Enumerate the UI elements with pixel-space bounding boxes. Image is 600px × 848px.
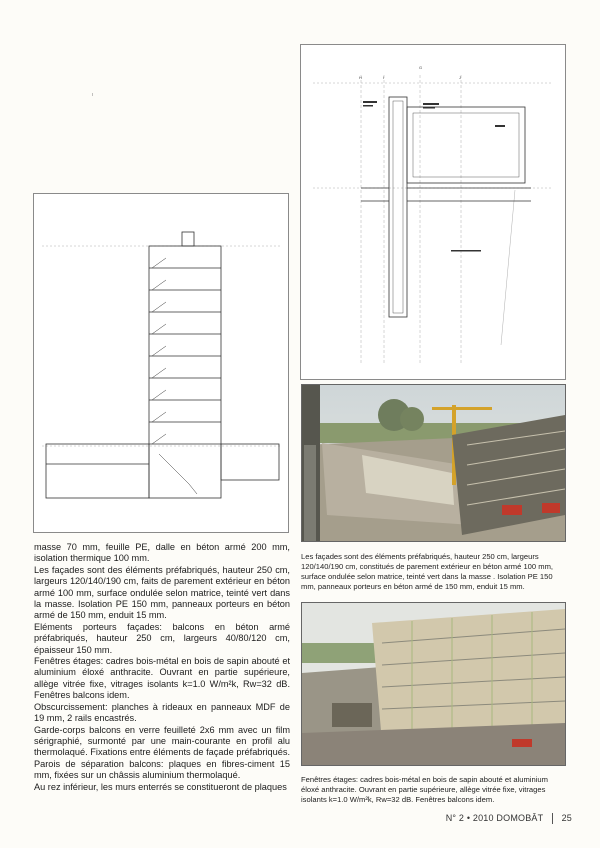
photo2-caption: Fenêtres étages: cadres bois-métal en bois de sapin abouté et aluminium éloxé anthracite. Ouvrant en partie supérieure, allège vitrée fixe, vitrages isolants k=1.0 W/m²k, Rw=32 dB. Fenêtres balcons idem.: [301, 774, 548, 804]
photo1-image: [302, 385, 565, 541]
body-paragraph: Garde-corps balcons en verre feuilleté 2x6 mm avec un film sérigraphié, surmonté par une main-courante en profil alu thermolaqué. Fixations entre éléments de façade préfabriqués. Parois de séparation balcons: plaques en fibres-ciment 15 mm, fixées sur un châssis aluminium thermolaqué.: [34, 724, 290, 781]
grid-label-h: H: [359, 75, 362, 80]
page-number: 25: [561, 813, 572, 823]
body-paragraph: Les façades sont des éléments préfabriqués, hauteur 250 cm, largeurs 120/140/190 cm, faits de parement extérieur en béton armé 100 mm, surface ondulée selon matrice, teinté vert dans la masse. Isolation PE 150 mm, panneaux porteurs en béton armé de 150 mm, enduit 15 mm.: [34, 564, 290, 621]
photo1-caption: Les façades sont des éléments préfabriqués, hauteur 250 cm, largeurs 120/140/190 cm, constitués de parement extérieur en béton armé 100 mm, surface ondulée selon matrice, teinté vert dans la masse . Isolation PE 150 mm, panneaux porteurs en béton armé de 150 mm, enduit 15 mm.: [301, 551, 554, 592]
photo2-image: [302, 603, 565, 765]
grid-label-i: I: [383, 75, 385, 80]
body-paragraph: masse 70 mm, feuille PE, dalle en béton armé 200 mm, isolation thermique 100 mm.: [34, 542, 290, 564]
construction-photo-1: [301, 384, 566, 542]
issue-year: 2010: [472, 813, 494, 823]
issue-number: N° 2: [445, 813, 465, 823]
stray-mark: ı: [92, 92, 94, 98]
floor-plan-drawing: [300, 44, 566, 380]
body-paragraph: Au rez inférieur, les murs enterrés se constitueront de plaques: [34, 781, 287, 792]
grid-label-g: G: [419, 65, 423, 70]
building-section-drawing: [33, 193, 289, 533]
floor-plan-svg: [301, 45, 565, 379]
page-footer: N° 2 • 2010 DOMOBÂT 25: [445, 813, 572, 823]
body-paragraph: Eléments porteurs façades: balcons en béton armé préfabriqués, hauteur 250 cm, largeurs 40/80/120 cm, épaisseur 150 mm.: [34, 621, 290, 655]
section-svg: [34, 194, 288, 532]
construction-photo-2: [301, 602, 566, 766]
body-paragraph: Fenêtres étages: cadres bois-métal en bois de sapin abouté et aluminium éloxé anthracite. Ouvrant en partie supérieure, allège vitrée fixe, vitrages isolants k=1.0 W/m²k, Rw=32 dB. Fenêtres balcons idem.: [34, 656, 290, 701]
footer-divider: [552, 813, 553, 824]
body-paragraph: Obscurcissement: planches à rideaux en panneaux MDF de 19 mm, 2 rails encastrés.: [34, 701, 290, 724]
grid-label-j: J: [459, 75, 461, 80]
magazine-name: DOMOBÂT: [496, 813, 544, 823]
article-body: [34, 542, 290, 793]
